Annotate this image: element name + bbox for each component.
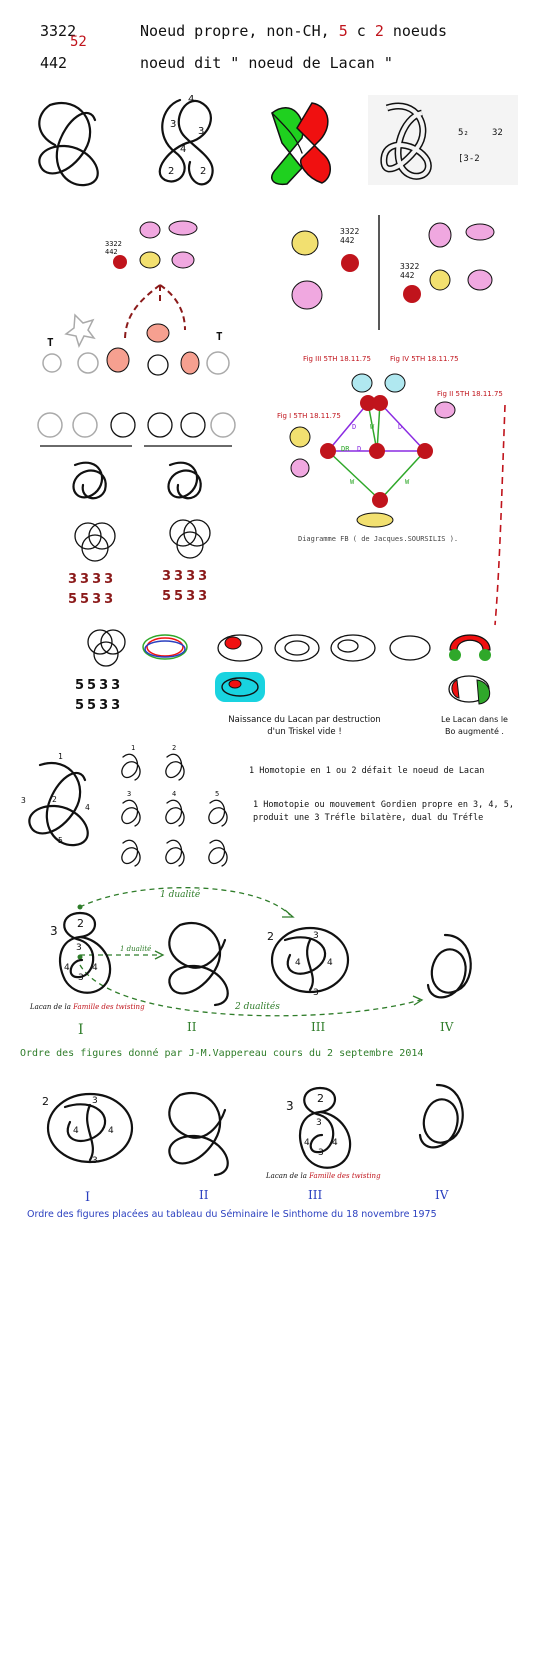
title-suffix: noeuds bbox=[392, 22, 448, 40]
codes-right bbox=[162, 567, 210, 607]
destruction-sequence bbox=[215, 628, 445, 668]
code-left-small: 3322 442 bbox=[105, 240, 122, 256]
knot-tube bbox=[372, 98, 442, 183]
homotopy-grid bbox=[115, 745, 240, 875]
knot-family-row1 bbox=[40, 305, 235, 380]
edge-label-w2: W bbox=[350, 478, 355, 486]
svg-text:2: 2 bbox=[77, 917, 84, 930]
codes-bottom-row2: 5533 bbox=[75, 698, 124, 713]
roman-s-4: IV bbox=[435, 1188, 449, 1202]
lacan-in-bo bbox=[447, 672, 495, 707]
roman-v-1: I bbox=[78, 1022, 84, 1038]
homotopy-text-1: 1 Homotopie en 1 ou 2 défait le noeud de Lacan bbox=[249, 766, 485, 776]
roman-v-4: IV bbox=[440, 1020, 454, 1034]
fig-note-s-b: Famille des twisting bbox=[309, 1172, 381, 1180]
roman-v-2: II bbox=[187, 1020, 197, 1034]
title-prefix: Noeud propre, non-CH, bbox=[140, 22, 330, 40]
fig-I-seminaire bbox=[40, 1085, 135, 1170]
code-right-small-2: 3322 442 bbox=[400, 262, 420, 280]
seminaire-caption: Ordre des figures placées au tableau du Séminaire le Sinthome du 18 novembre 1975 bbox=[27, 1209, 437, 1220]
svg-text:3: 3 bbox=[318, 1148, 324, 1158]
fig-IV-seminaire bbox=[412, 1080, 472, 1160]
table-cell-a: 5₂ bbox=[458, 128, 469, 138]
fig-label-4: Fig IV 5TH 18.11.75 bbox=[390, 355, 459, 363]
region-num-2: 2 bbox=[52, 795, 57, 804]
code-main: 3322 bbox=[40, 22, 77, 40]
svg-text:4: 4 bbox=[108, 1126, 114, 1136]
svg-text:3: 3 bbox=[92, 1096, 98, 1106]
svg-text:2: 2 bbox=[267, 930, 274, 943]
grid-num-5: 5 bbox=[215, 790, 220, 798]
codes-bottom bbox=[75, 676, 123, 716]
svg-text:4: 4 bbox=[304, 1138, 310, 1148]
svg-text:4: 4 bbox=[188, 94, 195, 105]
codes-right-row2: 5533 bbox=[162, 589, 211, 604]
title-num-a: 5 bbox=[338, 22, 348, 40]
grid-num-3: 3 bbox=[127, 790, 132, 798]
naissance-line1: Naissance du Lacan par destruction bbox=[228, 715, 381, 725]
fig-note-s bbox=[266, 1172, 381, 1180]
fig-label-1: Fig I 5TH 18.11.75 bbox=[277, 412, 341, 420]
fig-label-2: Fig II 5TH 18.11.75 bbox=[437, 390, 503, 398]
lacan-note bbox=[432, 714, 517, 738]
edge-label-d3: D bbox=[357, 445, 362, 453]
svg-text:4: 4 bbox=[73, 1126, 79, 1136]
grid-num-2: 2 bbox=[172, 744, 177, 752]
fig-note-v-b: Famille des twisting bbox=[73, 1003, 145, 1011]
table-cell-b: 32 bbox=[492, 128, 503, 138]
svg-text:3: 3 bbox=[316, 1118, 322, 1128]
knot-lacan-b bbox=[160, 455, 210, 505]
svg-text:3: 3 bbox=[78, 973, 84, 983]
svg-text:3: 3 bbox=[286, 1099, 294, 1113]
lacan-note-line2: Bo augmenté . bbox=[445, 727, 504, 736]
fig-III-vappereau bbox=[265, 920, 355, 1000]
page-title bbox=[140, 22, 447, 40]
tricolor-knot bbox=[140, 630, 195, 665]
svg-text:4: 4 bbox=[64, 963, 70, 973]
svg-text:2: 2 bbox=[200, 166, 207, 177]
fig-II-seminaire bbox=[160, 1085, 240, 1170]
roman-s-3: III bbox=[308, 1188, 323, 1202]
title-num-b: 2 bbox=[374, 22, 384, 40]
fig-note-v-a: Lacan de la bbox=[30, 1003, 71, 1011]
svg-text:3: 3 bbox=[198, 126, 205, 137]
right-top-knots bbox=[285, 225, 385, 325]
separator-lines bbox=[40, 445, 235, 449]
borromean-c bbox=[85, 628, 130, 668]
svg-text:2: 2 bbox=[317, 1092, 324, 1105]
knot-five-regions bbox=[20, 755, 95, 845]
graph-diagram bbox=[280, 365, 510, 535]
region-num-1: 1 bbox=[58, 752, 63, 761]
region-num-5: 5 bbox=[58, 836, 63, 845]
codes-left-row1: 3333 bbox=[68, 572, 117, 587]
svg-text:3: 3 bbox=[313, 931, 319, 941]
roman-v-3: III bbox=[311, 1020, 326, 1034]
svg-text:3: 3 bbox=[170, 119, 177, 130]
graph-caption: Diagramme FB ( de Jacques.SOURSILIS ). bbox=[298, 535, 459, 543]
fig-label-3: Fig III 5TH 18.11.75 bbox=[303, 355, 371, 363]
knot-numbered bbox=[150, 92, 225, 192]
knot-family-row2 bbox=[35, 405, 235, 445]
svg-text:3: 3 bbox=[92, 1156, 98, 1166]
edge-label-d1: D bbox=[352, 423, 357, 431]
codes-bottom-row1: 5533 bbox=[75, 678, 124, 693]
borromean-b bbox=[165, 515, 215, 560]
code-right-small: 3322 442 bbox=[340, 227, 360, 245]
fig-IV-vappereau bbox=[420, 930, 480, 1010]
codes-left bbox=[68, 570, 116, 610]
T-label-left: T bbox=[47, 336, 54, 349]
fig-note-s-a: Lacan de la bbox=[266, 1172, 307, 1180]
knot-lacan-a bbox=[65, 455, 115, 505]
fig-I-vappereau bbox=[40, 905, 125, 1005]
T-label-right: T bbox=[216, 330, 223, 343]
homotopy-text-2: 1 Homotopie ou mouvement Gordien propre en 3, 4, 5, bbox=[253, 800, 514, 810]
svg-text:4: 4 bbox=[327, 958, 333, 968]
fig-note-v bbox=[30, 1003, 145, 1011]
lacan-note-line1: Le Lacan dans le bbox=[441, 715, 508, 724]
naissance-line2: d'un Triskel vide ! bbox=[267, 727, 342, 737]
knot-plain bbox=[30, 95, 110, 190]
title-c: c bbox=[356, 22, 366, 40]
codes-left-row2: 5533 bbox=[68, 592, 117, 607]
svg-text:4: 4 bbox=[332, 1138, 338, 1148]
grid-num-4: 4 bbox=[172, 790, 177, 798]
svg-text:3: 3 bbox=[50, 924, 58, 938]
svg-text:4: 4 bbox=[295, 958, 301, 968]
region-num-4: 4 bbox=[85, 803, 90, 812]
vappereau-caption: Ordre des figures donné par J-M.Vappereau cours du 2 septembre 2014 bbox=[20, 1048, 424, 1059]
fig-III-seminaire bbox=[280, 1080, 365, 1175]
code-sub: 52 bbox=[70, 34, 87, 50]
svg-text:4: 4 bbox=[180, 144, 187, 155]
arrow-label-mid: 1 dualité bbox=[120, 945, 152, 953]
svg-text:3: 3 bbox=[313, 988, 319, 998]
code-second: 442 bbox=[40, 54, 68, 72]
region-num-3: 3 bbox=[21, 796, 26, 805]
knot-colored bbox=[262, 98, 337, 188]
edge-label-d2: D bbox=[398, 423, 403, 431]
svg-text:2: 2 bbox=[168, 166, 175, 177]
right-panel-knots bbox=[400, 220, 505, 310]
roman-s-1: I bbox=[85, 1190, 91, 1205]
arrow-label-top: 1 dualité bbox=[160, 890, 201, 900]
grid-num-1: 1 bbox=[131, 744, 136, 752]
svg-text:4: 4 bbox=[92, 963, 98, 973]
svg-text:2: 2 bbox=[42, 1095, 49, 1108]
page-subtitle: noeud dit " noeud de Lacan " bbox=[140, 54, 393, 72]
table-cell-c: [3-2 bbox=[458, 154, 480, 164]
homotopy-text-3: produit une 3 Tréfle bilatère, dual du Tréfle bbox=[253, 813, 484, 823]
fig-II-vappereau bbox=[160, 915, 240, 1000]
edge-label-w3: W bbox=[405, 478, 410, 486]
codes-right-row1: 3333 bbox=[162, 569, 211, 584]
vertical-divider bbox=[378, 215, 381, 330]
edge-label-dr: DR bbox=[341, 445, 350, 453]
cyan-knot bbox=[215, 672, 265, 702]
svg-text:3: 3 bbox=[76, 943, 82, 953]
borromean-a bbox=[70, 518, 120, 563]
naissance-caption bbox=[227, 714, 382, 738]
pink-knot-icons bbox=[135, 218, 215, 278]
red-green-knot bbox=[445, 625, 495, 665]
arrow-label-bottom: 2 dualités bbox=[235, 1002, 280, 1012]
edge-label-w1: W bbox=[370, 423, 375, 431]
roman-s-2: II bbox=[199, 1188, 209, 1202]
